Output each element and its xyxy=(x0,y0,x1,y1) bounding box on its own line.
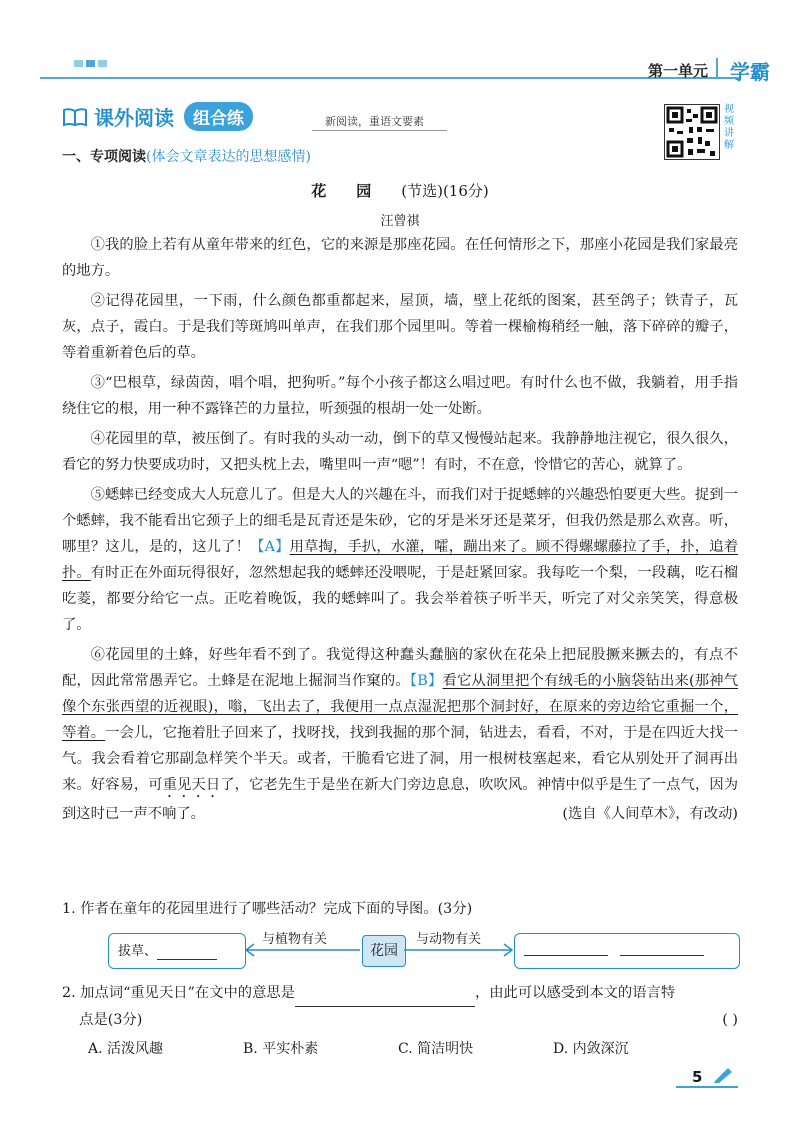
underlined-a: 用草掏，手扒，水灌，嚯，蹦出来了。顾不得螺螺藤拉了手，扑，追着扑。 xyxy=(62,539,739,581)
article-title xyxy=(0,180,800,201)
article-body xyxy=(62,232,738,827)
paragraph-3: ③“巴根草，绿茵茵，唱个唱，把狗听。”每个小孩子都这么唱过吧。有时什么也不做，我躺着，用手指绕住它的根，用一种不露锋芒的力量拉，听颈强的根胡一处一处断。 xyxy=(62,375,738,417)
header-separator xyxy=(716,58,718,78)
part-heading-text: 一、专项阅读 xyxy=(62,149,146,165)
mindmap-left-blank[interactable] xyxy=(157,944,217,960)
header-decoration xyxy=(74,60,107,67)
paragraph-5-b: 有时正在外面玩得很好，忽然想起我的蟋蟀还没喂呢，于是赶紧回家。我每吃一个梨，一段藕，吃石榴吃菱，都要分给它一点。正吃着晚饭，我的蟋蟀叫了。我会举着筷子听半天，听完了对父亲笑笑，得意极了。 xyxy=(62,565,739,633)
marker-a: 【A】 xyxy=(250,539,290,555)
mindmap-left-text: 拔草、 xyxy=(118,940,217,960)
question-2 xyxy=(62,980,738,1033)
section-pill: 组合练 xyxy=(184,102,253,131)
slogan-underline xyxy=(312,130,447,131)
article-title-suffix: (节选)(16分) xyxy=(401,182,489,200)
question-2-c: 点是(3分) xyxy=(79,1012,143,1028)
mindmap-right-blanks xyxy=(524,940,704,956)
marker-b: 【B】 xyxy=(409,673,443,689)
dotted-phrase: 重见天日 xyxy=(162,777,221,793)
paragraph-6-a: ⑥花园里的土蜂，好些年看不到了。我觉得这种蠢头蠢脑的家伙在花朵上把屁股撅来撅去的，有点不配，因此常常愚弄它。土蜂是在泥地上掘洞当作窠的。 xyxy=(62,647,738,689)
option-c[interactable]: C. 简洁明快 xyxy=(398,1041,474,1057)
section-title xyxy=(62,102,253,131)
mindmap-right-label: 与动物有关 xyxy=(416,932,482,947)
paragraph-1: ①我的脸上若有从童年带来的红色，它的来源是那座花园。在任何情形之下，那座小花园是我们家最亮的地方。 xyxy=(62,237,738,279)
question-1: 1. 作者在童年的花园里进行了哪些活动？完成下面的导图。(3分) xyxy=(62,901,473,917)
page-number: 5 xyxy=(692,1068,703,1086)
unit-label: 第一单元 xyxy=(647,62,708,80)
pencil-icon xyxy=(712,1066,734,1084)
options xyxy=(88,1038,708,1058)
mindmap-center: 花园 xyxy=(362,935,406,967)
mindmap-left-label: 与植物有关 xyxy=(262,932,328,947)
option-b[interactable]: B. 平实朴素 xyxy=(243,1041,319,1057)
part-heading xyxy=(62,146,311,166)
paragraph-5-a: ⑤蟋蟀已经变成大人玩意儿了。但是大人的兴趣在斗，而我们对于捉蟋蟀的兴趣恐怕要更大些。捉到一个蟋蟀，我不能看出它颈子上的细毛是瓦青还是朱砂，它的牙是米牙还是菜牙，但我仍然是那么欢喜。听，哪里？这儿，是的，这儿了！ xyxy=(62,487,738,555)
paragraph-6 xyxy=(62,642,738,827)
paragraph-2: ②记得花园里，一下雨，什么颜色都重都起来，屋顶，墙，壁上花纸的图案，甚至鸽子；铁青子，瓦灰，点子，霞白。于是我们等斑鸠叫单声，在我们那个园里叫。等着一棵榆梅稍经一触，落下碎碎的瓣子，等着重新着色后的草。 xyxy=(62,293,738,361)
article-source: (选自《人间草木》，有改动) xyxy=(562,806,738,822)
paragraph-6-b: 一会儿，它拖着肚子回来了，找呀找，找到我掘的那个洞，钻进去，看看，不对，于是在四近大找一气。我会看着它那副急样笑个半天。或者，干脆看它进了洞，用一根树枝塞起来，看它从别处开了洞再出来。好容易，可 xyxy=(62,725,738,793)
brand-logo: 学霸 xyxy=(730,60,770,84)
question-2-blank[interactable] xyxy=(295,980,475,1007)
qr-code-icon[interactable] xyxy=(664,104,720,160)
article-title-text: 花园 xyxy=(311,182,402,200)
section-slogan: 新阅读，重语文要素 xyxy=(325,115,424,128)
paragraph-5 xyxy=(62,482,738,638)
option-a[interactable]: A. 活泼风趣 xyxy=(88,1041,164,1057)
open-book-icon xyxy=(62,106,88,128)
underlined-b: 看它从洞里把个有绒毛的小脑袋钻出来(那神气像个东张西望的近视眼)，嗡，飞出去了，我便用一点点湿泥把那个洞封好，在原来的旁边给它重掘一个，等着。 xyxy=(62,673,739,741)
question-2-b: ，由此可以感受到本文的语言特 xyxy=(474,985,676,1001)
video-explain-label: 视频讲解 xyxy=(724,104,734,151)
mindmap-right-blank-1[interactable] xyxy=(524,940,608,956)
header-rule xyxy=(40,77,740,79)
article-author: 汪曾祺 xyxy=(380,214,420,229)
answer-paren[interactable]: ( ) xyxy=(722,1012,738,1028)
part-heading-note: (体会文章表达的思想感情) xyxy=(146,149,311,165)
mindmap-right-blank-2[interactable] xyxy=(620,940,704,956)
option-d[interactable]: D. 内敛深沉 xyxy=(553,1041,629,1057)
footer-rule xyxy=(676,1086,738,1088)
paragraph-6-c: 了，它老先生于是坐在新大门旁边息息，吹吹风。神情中似乎是生了一点气，因为到这时已一声不响了。 xyxy=(62,777,739,822)
question-2-a: 2. 加点词“重见天日”在文中的意思是 xyxy=(62,985,295,1001)
paragraph-4: ④花园里的草，被压倒了。有时我的头动一动，倒下的草又慢慢站起来。我静静地注视它，很久很久，看它的努力快要成功时，又把头枕上去，嘴里叫一声“嗯”！有时，不在意，怜惜它的苦心，就算了。 xyxy=(62,431,738,473)
section-name: 课外阅读 xyxy=(94,106,174,130)
